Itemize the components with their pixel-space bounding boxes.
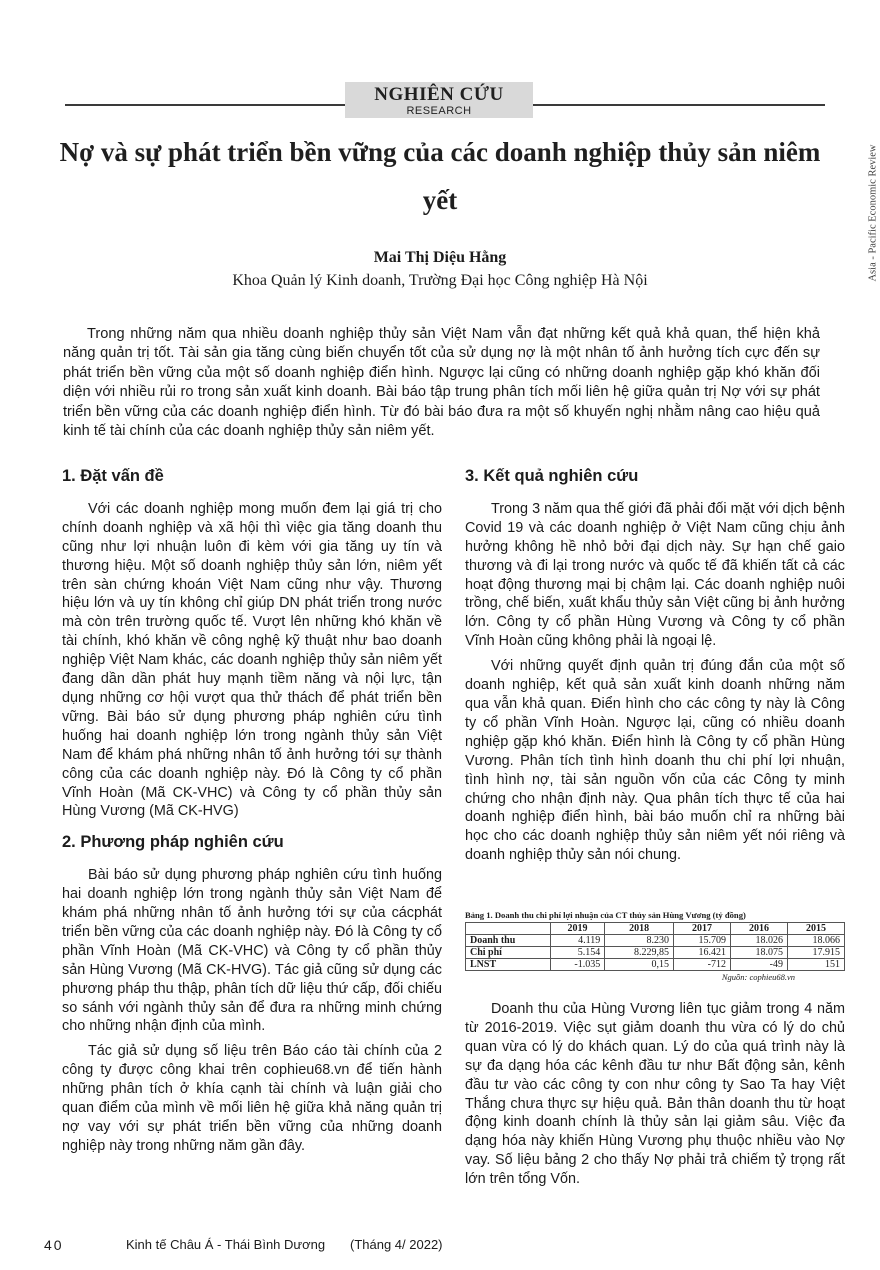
table-header-row <box>466 923 845 935</box>
table-cell: -1.035 <box>550 959 604 971</box>
table-cell: 18.026 <box>730 935 787 947</box>
table-cell: -712 <box>673 959 730 971</box>
paragraph: Bài báo sử dụng phương pháp nghiên cứu tình huống hai doanh nghiệp lớn trong ngành thủy sản Việt Nam để khám phá những nhân tố ảnh hưởng tới sự của cácphát triển bền vững của các doanh nghiệp này. Đó là Công ty cổ phần Vĩnh Hoàn (Mã CK-VHC) và Công ty cổ phần thủy sản Hùng Vương (Mã CK-HVG). Tác giả cũng sử dụng các phương pháp thu thập, phân tích dữ liệu thứ cấp, đối chiếu so sánh với ngành thủy sản để đưa ra những minh chứng cho những nhận định của mình. <box>62 867 442 1035</box>
table-1 <box>465 910 845 982</box>
table-cell: 15.709 <box>673 935 730 947</box>
section-label: NGHIÊN CỨU <box>374 84 504 105</box>
table-cell: 18.075 <box>730 947 787 959</box>
table-cell: 16.421 <box>673 947 730 959</box>
section-label-box <box>345 82 533 118</box>
table-header-cell: 2015 <box>787 923 844 935</box>
data-table <box>465 922 845 971</box>
paragraph: Trong 3 năm qua thế giới đã phải đối mặt với dịch bệnh Covid 19 và các doanh nghiệp ở Việt Nam cũng chịu ảnh hưởng không hề nhỏ bởi đại dịch này. Sự hạn chế gaio thương và đi lại trong nước và quốc tế đã khiến tất cả các hoạt động thương mại bị chậm lại. Các doanh nghiệp nuôi trồng, chế biến, xuất khẩu thủy sản Việt cũng bị ảnh hưởng lớn. Công ty cổ phần Hùng Vương và Công ty cổ phần Vĩnh Hoàn cũng không phải là ngoại lệ. <box>465 500 845 650</box>
table-row <box>466 947 845 959</box>
right-column <box>465 467 845 871</box>
table-cell: -49 <box>730 959 787 971</box>
row-label: Doanh thu <box>466 935 551 947</box>
paragraph: Với những quyết định quản trị đúng đắn của một số doanh nghiệp, kết quả sản xuất kinh doanh những năm qua vẫn khả quan. Điển hình cho các công ty này là Công ty cổ phần Vĩnh Hoàn. Ngược lại, cũng có nhiều doanh nghiệp gặp khó khăn. Điển hình là Công ty cổ phần Hùng Vương. Phân tích tình hình doanh thu chi phí lợi nhuận, tình hình nợ, tài sản nguồn vốn của các Công ty minh chứng cho nhận định này. Qua phân tích thực tế của hai doanh nghiệp điển hình, bài báo muốn chỉ ra những bài học cho các doanh nghiệp thủy sản niêm yết nói riêng và doanh nghiệp thủy sản nói chung. <box>465 658 845 864</box>
page-number: 40 <box>44 1237 64 1253</box>
heading-results: 3. Kết quả nghiên cứu <box>465 467 639 485</box>
table-header-cell: 2019 <box>550 923 604 935</box>
section-label-en: RESEARCH <box>406 105 472 117</box>
table-cell: 5.154 <box>550 947 604 959</box>
author-name: Mai Thị Diệu Hằng <box>373 249 507 266</box>
heading-methodology: 2. Phương pháp nghiên cứu <box>62 833 284 852</box>
issue-date: (Tháng 4/ 2022) <box>350 1237 443 1252</box>
table-cell: 17.915 <box>787 947 844 959</box>
article-title: Nợ và sự phát triển bền vững của các doanh nghiệp thủy sản niêm yết <box>59 137 821 215</box>
table-cell: 151 <box>787 959 844 971</box>
side-journal-text: Asia - Pacific Economic Review <box>867 144 879 282</box>
table-header-cell <box>466 923 551 935</box>
table-cell: 8.230 <box>605 935 674 947</box>
table-cell: 0,15 <box>605 959 674 971</box>
row-label: Chi phí <box>466 947 551 959</box>
paragraph: Tác giả sử dụng số liệu trên Báo cáo tài chính của 2 công ty được công khai trên cophieu68.vn để tiến hành những phân tích ở khía cạnh tài chính và luận giải cho quan điểm của mình về mối liên hệ giữa khả năng quản trị nợ vay với sự phát triển bền vững của những doanh nghiệp này trong những năm gần đây. <box>62 1043 442 1154</box>
table-row <box>466 959 845 971</box>
row-label: LNST <box>466 959 551 971</box>
table-source: Nguồn: cophieu68.vn <box>721 972 795 982</box>
table-cell: 4.119 <box>550 935 604 947</box>
left-column <box>62 467 442 1162</box>
table-caption: Bảng 1. Doanh thu chi phí lợi nhuận của CT thủy sản Hùng Vương (tỷ đồng) <box>465 910 746 920</box>
abstract: Trong những năm qua nhiều doanh nghiệp thủy sản Việt Nam vẫn đạt những kết quả khả quan, thể hiện khả năng quản trị tốt. Tài sản gia tăng cùng biến chuyển tốt của sử dụng nợ là một nhân tố ảnh hưởng tích cực đến sự phát triển bền vững của một số doanh nghiệp điển hình. Ngược lại cũng có những doanh nghiệp gặp khó khăn đối diện với nhiều rủi ro trong sản xuất kinh doanh. Bài báo tập trung phân tích mối liên hệ giữa quản trị Nợ với sự phát triển bền vững của các doanh nghiệp điển hình. Từ đó bài báo đưa ra một số khuyến nghị nhằm nâng cao hiệu quả kinh tế tài chính của các doanh nghiệp thủy sản niêm yết. <box>63 326 820 440</box>
table-header-cell: 2018 <box>605 923 674 935</box>
paragraph: Với các doanh nghiệp mong muốn đem lại giá trị cho chính doanh nghiệp và xã hội thì việc gia tăng doanh thu cũng như lợi nhuận luôn đi kèm với gia tăng uy tín và thương hiệu. Một số doanh nghiệp thủy sản lớn, niêm yết trên sàn chứng khoán Việt Nam cũng như vậy. Thương hiệu lớn và uy tín không chỉ giúp DN phát triển trong nước mà còn trên trường quốc tế. Vượt lên những khó khăn về tài chính, khó khăn về công nghệ kỹ thuật như bao doanh nghiệp Việt Nam khác, các doanh nghiệp thủy sản niêm yết đang dần dần phát huy mạnh tiềm năng và nội lực, tận dụng những cơ hội vượt qua thử thách để phát triển bền vững. Bài báo sử dụng phương pháp nghiên cứu tình huống hai doanh nghiệp lớn trong ngành thủy sản Việt Nam để khám phá những nhân tố ảnh hưởng tới sự thành công của các doanh nghiệp này. Đó là Công ty cổ phần Vĩnh Hoàn (Mã CK-VHC) và Công ty cổ phần thủy sản Hùng Vương (Mã CK-HVG) <box>62 500 442 820</box>
paragraph: Doanh thu của Hùng Vương liên tục giảm trong 4 năm từ 2016-2019. Việc sụt giảm doanh thu vừa có lý do chủ quan vừa có lý do khách quan. Lý do của quá trình này là sự đa dạng hóa các kênh đầu tư như Bất động sản, kênh đầu tư vào các công ty con như công ty Sao Ta hay Việt Thắng chưa thực sự hiệu quả. Bản thân doanh thu từ hoạt động kinh doanh chính là thủy sản lại giảm sâu. Việc đa dạng hóa này khiến Hùng Vương phụ thuộc nhiều vào Nợ vay. Số liệu bảng 2 cho thấy Nợ phải trả chiếm tỷ trọng rất lớn trên tổng Vốn. <box>465 1001 845 1188</box>
table-cell: 8.229,85 <box>605 947 674 959</box>
author-affiliation: Khoa Quản lý Kinh doanh, Trường Đại học Công nghiệp Hà Nội <box>232 272 648 289</box>
table-header-cell: 2016 <box>730 923 787 935</box>
heading-introduction: 1. Đặt vấn đề <box>62 467 164 485</box>
right-column-lower <box>465 1000 845 1195</box>
table-row <box>466 935 845 947</box>
journal-name: Kinh tế Châu Á - Thái Bình Dương <box>126 1237 326 1252</box>
table-header-cell: 2017 <box>673 923 730 935</box>
table-cell: 18.066 <box>787 935 844 947</box>
